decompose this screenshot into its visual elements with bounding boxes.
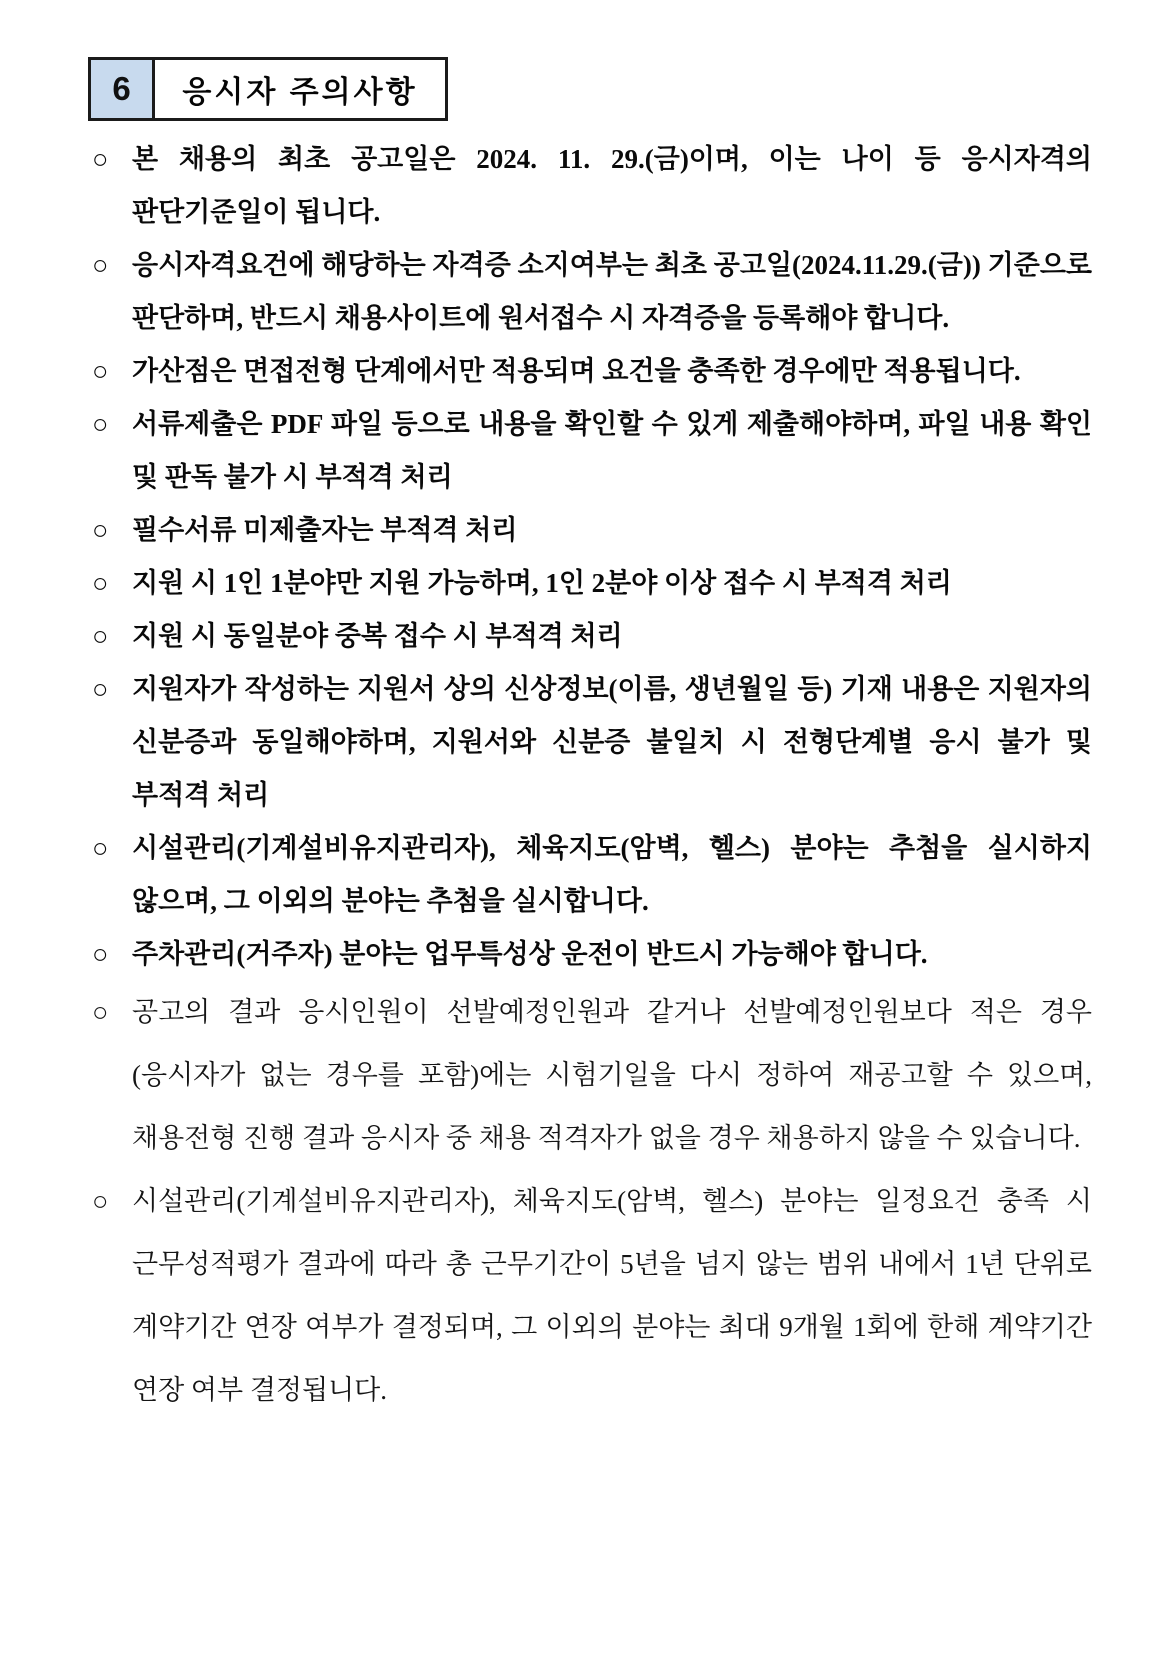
notice-item bbox=[92, 1170, 1092, 1422]
notice-text: 가산점은 면접전형 단계에서만 적용되며 요건을 충족한 경우에만 적용됩니다. bbox=[132, 356, 1021, 386]
notice-item bbox=[92, 928, 1092, 981]
notice-text: 시설관리(기계설비유지관리자), 체육지도(암벽, 헬스) 분야는 추첨을 실시하지 않으며, 그 이외의 분야는 추첨을 실시합니다. bbox=[132, 833, 1092, 916]
notice-text: 필수서류 미제출자는 부적격 처리 bbox=[132, 515, 518, 545]
notice-item bbox=[92, 557, 1092, 610]
notice-item bbox=[92, 133, 1092, 239]
notice-item bbox=[92, 663, 1092, 822]
circle-bullet-icon: ○ bbox=[92, 409, 109, 439]
circle-bullet-icon: ○ bbox=[92, 997, 109, 1027]
circle-bullet-icon: ○ bbox=[92, 939, 109, 969]
circle-bullet-icon: ○ bbox=[92, 356, 109, 386]
notice-text: 지원 시 동일분야 중복 접수 시 부적격 처리 bbox=[132, 621, 623, 651]
notice-text: 시설관리(기계설비유지관리자), 체육지도(암벽, 헬스) 분야는 일정요건 충족 시 근무성적평가 결과에 따라 총 근무기간이 5년을 넘지 않는 범위 내에서 1년 단위로 계약기간 연장 여부가 결정되며, 그 이외의 분야는 최대 9개월 1회에 한해 계약기간 연장 여부 결정됩니다. bbox=[132, 1186, 1092, 1405]
circle-bullet-icon: ○ bbox=[92, 144, 109, 174]
circle-bullet-icon: ○ bbox=[92, 621, 109, 651]
notice-list bbox=[92, 133, 1092, 1422]
notice-item bbox=[92, 398, 1092, 504]
notice-text: 지원 시 1인 1분야만 지원 가능하며, 1인 2분야 이상 접수 시 부적격 처리 bbox=[132, 568, 952, 598]
circle-bullet-icon: ○ bbox=[92, 515, 109, 545]
section-title: 응시자 주의사항 bbox=[182, 76, 418, 109]
circle-bullet-icon: ○ bbox=[92, 1186, 109, 1216]
notice-text: 응시자격요건에 해당하는 자격증 소지여부는 최초 공고일(2024.11.29.(금)) 기준으로 판단하며, 반드시 채용사이트에 원서접수 시 자격증을 등록해야 합니다. bbox=[132, 250, 1092, 333]
notice-text: 공고의 결과 응시인원이 선발예정인원과 같거나 선발예정인원보다 적은 경우 (응시자가 없는 경우를 포함)에는 시험기일을 다시 정하여 재공고할 수 있으며, 채용전형 진행 결과 응시자 중 채용 적격자가 없을 경우 채용하지 않을 수 있습니다. bbox=[132, 997, 1092, 1153]
notice-item bbox=[92, 345, 1092, 398]
notice-item bbox=[92, 239, 1092, 345]
notice-item bbox=[92, 504, 1092, 557]
circle-bullet-icon: ○ bbox=[92, 250, 109, 280]
circle-bullet-icon: ○ bbox=[92, 568, 109, 598]
notice-text: 지원자가 작성하는 지원서 상의 신상정보(이름, 생년월일 등) 기재 내용은 지원자의 신분증과 동일해야하며, 지원서와 신분증 불일치 시 전형단계별 응시 불가 및 부적격 처리 bbox=[132, 674, 1092, 810]
notice-item bbox=[92, 610, 1092, 663]
notice-text: 주차관리(거주자) 분야는 업무특성상 운전이 반드시 가능해야 합니다. bbox=[132, 939, 928, 969]
notice-text: 서류제출은 PDF 파일 등으로 내용을 확인할 수 있게 제출해야하며, 파일 내용 확인 및 판독 불가 시 부적격 처리 bbox=[132, 409, 1092, 492]
circle-bullet-icon: ○ bbox=[92, 674, 109, 704]
notice-item bbox=[92, 981, 1092, 1170]
section-header bbox=[88, 57, 448, 121]
notice-item bbox=[92, 822, 1092, 928]
section-number-badge: 6 bbox=[91, 60, 155, 118]
circle-bullet-icon: ○ bbox=[92, 833, 109, 863]
notice-text: 본 채용의 최초 공고일은 2024. 11. 29.(금)이며, 이는 나이 등 응시자격의 판단기준일이 됩니다. bbox=[132, 144, 1092, 227]
